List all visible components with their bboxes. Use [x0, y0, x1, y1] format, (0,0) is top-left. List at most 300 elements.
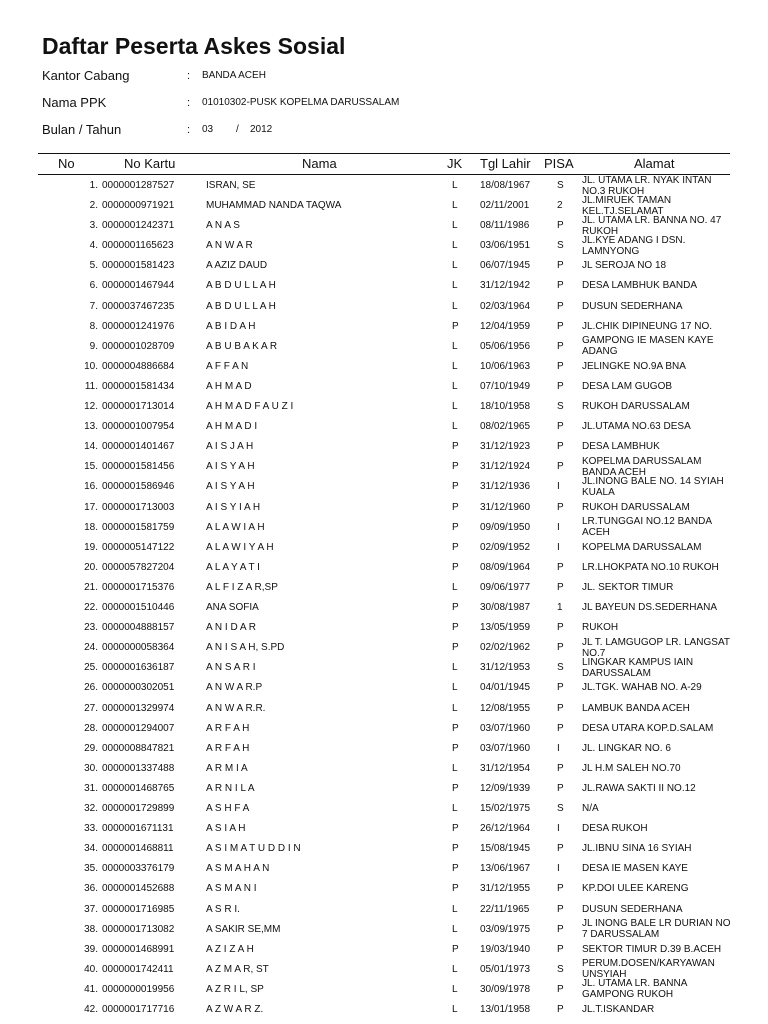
cell-jk: L: [452, 220, 458, 232]
cell-no: 10.: [84, 360, 98, 372]
cell-alamat: JL SEROJA NO 18: [582, 260, 667, 272]
cell-no: 22.: [84, 602, 98, 614]
cell-alamat: JL.T.ISKANDAR: [582, 1004, 655, 1015]
cell-alamat: GAMPONG IE MASEN KAYE ADANG: [582, 335, 714, 358]
cell-jk: L: [452, 200, 458, 212]
cell-no: 31.: [84, 782, 98, 794]
cell-pisa: P: [557, 943, 564, 955]
cell-pisa: S: [557, 963, 564, 975]
cell-jk: P: [452, 320, 459, 332]
cell-alamat: JL. UTAMA LR. BANNA GAMPONG RUKOH: [582, 978, 687, 1001]
meta-value: 01010302-PUSK KOPELMA DARUSSALAM: [202, 97, 400, 108]
cell-no: 23.: [84, 622, 98, 634]
cell-jk: L: [452, 401, 458, 413]
cell-jk: L: [452, 180, 458, 191]
cell-pisa: P: [557, 983, 564, 995]
cell-kartu: 0000003376179: [102, 863, 175, 875]
cell-kartu: 0000001287527: [102, 180, 175, 191]
cell-no: 24.: [84, 642, 98, 654]
cell-alamat: DESA UTARA KOP.D.SALAM: [582, 722, 714, 734]
cell-nama: A B D U L L A H: [206, 300, 276, 312]
cell-jk: P: [452, 943, 459, 955]
cell-nama: A H M A D I: [206, 421, 258, 433]
cell-tgl: 15/02/1975: [480, 803, 531, 815]
cell-no: 39.: [84, 943, 98, 955]
cell-kartu: 0000001468811: [102, 843, 174, 855]
cell-tgl: 15/08/1945: [480, 843, 531, 855]
cell-nama: A S M A N I: [206, 883, 257, 895]
cell-kartu: 0000001636187: [102, 662, 175, 674]
cell-pisa: P: [557, 762, 564, 774]
cell-pisa: I: [557, 863, 560, 875]
cell-pisa: S: [557, 240, 564, 252]
cell-tgl: 12/09/1939: [480, 782, 531, 794]
col-header-tgl: Tgl Lahir: [480, 156, 531, 171]
meta-value-tahun: 2012: [250, 124, 273, 135]
cell-pisa: P: [557, 340, 564, 352]
cell-alamat: DESA IE MASEN KAYE: [582, 863, 688, 875]
cell-kartu: 0000001717716: [102, 1004, 175, 1015]
cell-nama: A N W A R.P: [206, 682, 263, 694]
cell-alamat: JL BAYEUN DS.SEDERHANA: [582, 602, 718, 614]
cell-nama: A R N I L A: [206, 782, 255, 794]
cell-alamat: JL.UTAMA NO.63 DESA: [582, 421, 691, 433]
cell-no: 40.: [84, 963, 98, 975]
cell-jk: P: [452, 742, 459, 754]
cell-jk: P: [452, 863, 459, 875]
cell-jk: L: [452, 903, 458, 915]
cell-kartu: 0000001581456: [102, 461, 175, 473]
meta-value: BANDA ACEH: [202, 70, 266, 81]
cell-kartu: 0000001742411: [102, 963, 174, 975]
cell-no: 11.: [84, 380, 98, 392]
cell-pisa: S: [557, 662, 564, 674]
cell-jk: L: [452, 682, 458, 694]
cell-nama: A L A W I Y A H: [206, 541, 274, 553]
cell-tgl: 18/10/1958: [480, 401, 531, 413]
cell-nama: A H M A D F A U Z I: [206, 401, 294, 413]
cell-no: 3.: [89, 220, 98, 232]
cell-tgl: 08/09/1964: [480, 561, 531, 573]
cell-jk: L: [452, 360, 458, 372]
cell-no: 18.: [84, 521, 98, 533]
cell-nama: MUHAMMAD NANDA TAQWA: [206, 200, 342, 212]
cell-tgl: 18/08/1967: [480, 180, 531, 191]
cell-tgl: 31/12/1942: [480, 280, 531, 292]
cell-jk: L: [452, 1004, 458, 1015]
cell-jk: L: [452, 762, 458, 774]
cell-kartu: 0000001581759: [102, 521, 175, 533]
cell-no: 30.: [84, 762, 98, 774]
cell-tgl: 08/11/1986: [480, 220, 530, 232]
cell-no: 20.: [84, 561, 98, 573]
cell-alamat: JL. LINGKAR NO. 6: [582, 742, 671, 754]
cell-nama: A B D U L L A H: [206, 280, 276, 292]
cell-no: 2.: [89, 200, 98, 212]
cell-jk: L: [452, 983, 458, 995]
cell-nama: A SAKIR SE,MM: [206, 923, 281, 935]
cell-tgl: 30/09/1978: [480, 983, 531, 995]
cell-kartu: 0000000058364: [102, 642, 175, 654]
table-header: [38, 153, 730, 175]
cell-kartu: 0000001468765: [102, 782, 175, 794]
cell-pisa: I: [557, 823, 560, 835]
cell-no: 37.: [84, 903, 98, 915]
cell-tgl: 31/12/1955: [480, 883, 531, 895]
cell-tgl: 02/03/1964: [480, 300, 531, 312]
cell-kartu: 0000001401467: [102, 441, 175, 453]
cell-nama: A H M A D: [206, 380, 252, 392]
cell-tgl: 02/02/1962: [480, 642, 531, 654]
cell-no: 38.: [84, 923, 98, 935]
cell-alamat: JL. UTAMA LR. BANNA NO. 47 RUKOH: [582, 214, 722, 237]
cell-no: 1.: [89, 180, 98, 191]
cell-kartu: 0000001671131: [102, 823, 174, 835]
cell-no: 16.: [84, 481, 98, 493]
cell-kartu: 0000001329974: [102, 702, 175, 714]
cell-nama: A N I S A H, S.PD: [206, 642, 285, 654]
cell-jk: L: [452, 421, 458, 433]
cell-nama: A L A Y A T I: [206, 561, 260, 573]
cell-jk: L: [452, 702, 458, 714]
cell-no: 32.: [84, 803, 98, 815]
cell-pisa: P: [557, 843, 564, 855]
cell-alamat: JL T. LAMGUGOP LR. LANGSAT NO.7: [582, 636, 730, 659]
cell-kartu: 0000001452688: [102, 883, 175, 895]
cell-tgl: 26/12/1964: [480, 823, 531, 835]
cell-pisa: P: [557, 642, 564, 654]
cell-alamat: DESA LAM GUGOB: [582, 380, 673, 392]
cell-jk: P: [452, 843, 459, 855]
cell-pisa: P: [557, 883, 564, 895]
cell-alamat: JL.CHIK DIPINEUNG 17 NO.: [582, 320, 713, 332]
cell-kartu: 0000001241976: [102, 320, 175, 332]
cell-kartu: 0000037467235: [102, 300, 175, 312]
cell-nama: A F F A N: [206, 360, 249, 372]
cell-kartu: 0000001467944: [102, 280, 175, 292]
cell-jk: L: [452, 803, 458, 815]
cell-kartu: 0000001713014: [102, 401, 175, 413]
meta-label: Bulan / Tahun: [42, 122, 122, 137]
cell-jk: P: [452, 521, 459, 533]
cell-nama: A R M I A: [206, 762, 248, 774]
cell-no: 12.: [84, 401, 98, 413]
cell-alamat: LAMBUK BANDA ACEH: [582, 702, 690, 714]
cell-tgl: 31/12/1953: [480, 662, 531, 674]
cell-tgl: 31/12/1923: [480, 441, 531, 453]
cell-nama: A N W A R.R.: [206, 702, 266, 714]
cell-nama: A N W A R: [206, 240, 253, 252]
cell-tgl: 05/06/1956: [480, 340, 531, 352]
cell-kartu: 0000057827204: [102, 561, 175, 573]
cell-pisa: P: [557, 622, 564, 634]
cell-no: 35.: [84, 863, 98, 875]
col-header-alamat: Alamat: [634, 156, 675, 171]
cell-alamat: RUKOH DARUSSALAM: [582, 401, 690, 413]
cell-tgl: 06/07/1945: [480, 260, 531, 272]
cell-nama: A N S A R I: [206, 662, 256, 674]
cell-alamat: JELINGKE NO.9A BNA: [582, 360, 686, 372]
col-header-pisa: PISA: [544, 156, 574, 171]
cell-pisa: P: [557, 561, 564, 573]
cell-jk: P: [452, 602, 459, 614]
cell-kartu: 0000001713082: [102, 923, 175, 935]
cell-kartu: 0000001581423: [102, 260, 175, 272]
cell-kartu: 0000004888157: [102, 622, 175, 634]
cell-pisa: 2: [557, 200, 563, 212]
cell-alamat: DESA RUKOH: [582, 823, 648, 835]
cell-jk: L: [452, 662, 458, 674]
cell-kartu: 0000001028709: [102, 340, 175, 352]
cell-pisa: P: [557, 360, 564, 372]
cell-kartu: 0000001510446: [102, 602, 175, 614]
cell-pisa: I: [557, 742, 560, 754]
cell-tgl: 03/06/1951: [480, 240, 531, 252]
cell-alamat: JL.IBNU SINA 16 SYIAH: [582, 843, 692, 855]
cell-alamat: KOPELMA DARUSSALAM: [582, 541, 702, 553]
cell-jk: P: [452, 561, 459, 573]
cell-kartu: 0000001716985: [102, 903, 175, 915]
cell-no: 17.: [84, 501, 98, 513]
cell-alamat: PERUM.DOSEN/KARYAWAN UNSYIAH: [582, 958, 715, 981]
cell-pisa: S: [557, 401, 564, 413]
cell-pisa: P: [557, 682, 564, 694]
cell-pisa: P: [557, 220, 564, 232]
cell-kartu: 0000008847821: [102, 742, 175, 754]
meta-colon: :: [187, 70, 191, 82]
cell-pisa: P: [557, 782, 564, 794]
cell-no: 15.: [84, 461, 98, 473]
cell-nama: A R F A H: [206, 742, 250, 754]
cell-jk: L: [452, 280, 458, 292]
cell-tgl: 02/09/1952: [480, 541, 531, 553]
cell-jk: P: [452, 481, 459, 493]
cell-jk: P: [452, 722, 459, 734]
cell-pisa: P: [557, 702, 564, 714]
cell-tgl: 03/07/1960: [480, 742, 531, 754]
cell-alamat: JL H.M SALEH NO.70: [582, 762, 681, 774]
cell-pisa: P: [557, 461, 564, 473]
cell-jk: L: [452, 300, 458, 312]
cell-no: 28.: [84, 722, 98, 734]
cell-kartu: 0000001581434: [102, 380, 175, 392]
cell-nama: A I S J A H: [206, 441, 254, 453]
cell-jk: L: [452, 260, 458, 272]
cell-kartu: 0000000302051: [102, 682, 175, 694]
cell-jk: L: [452, 923, 458, 935]
cell-pisa: 1: [557, 602, 563, 614]
meta-label: Kantor Cabang: [42, 68, 130, 83]
cell-nama: A I S Y A H: [206, 461, 255, 473]
cell-no: 13.: [84, 421, 98, 433]
cell-alamat: DESA LAMBHUK BANDA: [582, 280, 698, 292]
cell-alamat: LR.TUNGGAI NO.12 BANDA ACEH: [582, 516, 712, 539]
cell-kartu: 0000001715376: [102, 581, 175, 593]
cell-pisa: P: [557, 1004, 564, 1015]
cell-pisa: P: [557, 260, 564, 272]
cell-kartu: 0000001165623: [102, 240, 174, 252]
cell-alamat: JL. UTAMA LR. NYAK INTAN NO.3 RUKOH: [582, 174, 712, 197]
cell-alamat: RUKOH: [582, 622, 619, 634]
cell-kartu: 0000001242371: [102, 220, 175, 232]
cell-pisa: P: [557, 581, 564, 593]
cell-pisa: P: [557, 722, 564, 734]
cell-pisa: P: [557, 421, 564, 433]
cell-kartu: 0000001713003: [102, 501, 175, 513]
cell-tgl: 10/06/1963: [480, 360, 531, 372]
cell-no: 34.: [84, 843, 98, 855]
cell-pisa: S: [557, 180, 564, 191]
cell-alamat: DUSUN SEDERHANA: [582, 903, 683, 915]
cell-pisa: P: [557, 320, 564, 332]
meta-value-bulan: 03: [202, 124, 214, 135]
cell-tgl: 05/01/1973: [480, 963, 531, 975]
cell-jk: L: [452, 963, 458, 975]
col-header-nama: Nama: [302, 156, 337, 171]
cell-tgl: 31/12/1936: [480, 481, 531, 493]
cell-kartu: 0000004886684: [102, 360, 175, 372]
cell-tgl: 07/10/1949: [480, 380, 531, 392]
cell-alamat: JL.TGK. WAHAB NO. A-29: [582, 682, 702, 694]
col-header-kartu: No Kartu: [124, 156, 176, 171]
cell-pisa: I: [557, 521, 560, 533]
cell-no: 6.: [89, 280, 98, 292]
cell-kartu: 0000001294007: [102, 722, 175, 734]
cell-no: 5.: [89, 260, 98, 272]
cell-tgl: 31/12/1954: [480, 762, 531, 774]
cell-alamat: N/A: [582, 803, 599, 815]
cell-tgl: 09/09/1950: [480, 521, 531, 533]
page-title: Daftar Peserta Askes Sosial: [42, 33, 346, 59]
cell-jk: P: [452, 501, 459, 513]
cell-jk: L: [452, 240, 458, 252]
cell-nama: A S I A H: [206, 823, 246, 835]
cell-tgl: 02/11/2001: [480, 200, 530, 212]
cell-no: 7.: [89, 300, 98, 312]
cell-nama: A S I M A T U D D I N: [206, 843, 301, 855]
cell-no: 4.: [89, 240, 98, 252]
cell-tgl: 03/07/1960: [480, 722, 531, 734]
cell-kartu: 0000001729899: [102, 803, 175, 815]
cell-jk: P: [452, 441, 459, 453]
cell-alamat: DUSUN SEDERHANA: [582, 300, 683, 312]
cell-alamat: KP.DOI ULEE KARENG: [582, 883, 689, 895]
cell-pisa: P: [557, 300, 564, 312]
cell-alamat: JL.MIRUEK TAMAN KEL.TJ.SELAMAT: [582, 194, 672, 217]
cell-jk: P: [452, 541, 459, 553]
cell-tgl: 31/12/1924: [480, 461, 531, 473]
cell-alamat: JL.RAWA SAKTI II NO.12: [582, 782, 696, 794]
cell-alamat: SEKTOR TIMUR D.39 B.ACEH: [582, 943, 722, 955]
cell-tgl: 13/06/1967: [480, 863, 531, 875]
cell-no: 36.: [84, 883, 98, 895]
cell-alamat: JL INONG BALE LR DURIAN NO 7 DARUSSALAM: [582, 918, 731, 941]
cell-tgl: 04/01/1945: [480, 682, 531, 694]
cell-alamat: JL. SEKTOR TIMUR: [582, 581, 674, 593]
cell-nama: A N A S: [206, 220, 240, 232]
cell-pisa: P: [557, 380, 564, 392]
cell-tgl: 13/01/1958: [480, 1004, 531, 1015]
cell-jk: L: [452, 380, 458, 392]
cell-no: 8.: [89, 320, 98, 332]
cell-pisa: I: [557, 541, 560, 553]
cell-no: 42.: [84, 1004, 98, 1015]
cell-nama: A AZIZ DAUD: [206, 260, 268, 272]
cell-kartu: 0000001586946: [102, 481, 175, 493]
cell-nama: A S R I.: [206, 903, 240, 915]
cell-tgl: 12/08/1955: [480, 702, 531, 714]
cell-pisa: P: [557, 923, 564, 935]
meta-slash: /: [236, 124, 239, 135]
col-header-jk: JK: [447, 156, 463, 171]
col-header-no: No: [58, 156, 75, 171]
cell-jk: L: [452, 340, 458, 352]
cell-tgl: 08/02/1965: [480, 421, 531, 433]
cell-jk: P: [452, 642, 459, 654]
cell-nama: A B U B A K A R: [206, 340, 278, 352]
meta-colon: :: [187, 124, 191, 136]
cell-pisa: P: [557, 441, 564, 453]
cell-pisa: P: [557, 903, 564, 915]
cell-alamat: LR.LHOKPATA NO.10 RUKOH: [582, 561, 719, 573]
cell-kartu: 0000000971921: [102, 200, 175, 212]
cell-kartu: 0000001007954: [102, 421, 175, 433]
cell-alamat: JL.INONG BALE NO. 14 SYIAH KUALA: [582, 475, 724, 498]
cell-kartu: 0000001468991: [102, 943, 175, 955]
cell-pisa: P: [557, 501, 564, 513]
cell-nama: A R F A H: [206, 722, 250, 734]
cell-tgl: 09/06/1977: [480, 581, 531, 593]
cell-jk: P: [452, 883, 459, 895]
cell-nama: A Z I Z A H: [206, 943, 254, 955]
cell-nama: A Z W A R Z.: [206, 1004, 264, 1015]
cell-no: 21.: [84, 581, 98, 593]
cell-nama: A Z R I L, SP: [206, 983, 264, 995]
cell-alamat: KOPELMA DARUSSALAM BANDA ACEH: [582, 455, 702, 478]
cell-no: 25.: [84, 662, 98, 674]
cell-nama: A S M A H A N: [206, 863, 270, 875]
meta-label: Nama PPK: [42, 95, 107, 110]
cell-kartu: 0000000019956: [102, 983, 175, 995]
cell-jk: L: [452, 581, 458, 593]
cell-tgl: 19/03/1940: [480, 943, 531, 955]
cell-jk: P: [452, 782, 459, 794]
cell-tgl: 03/09/1975: [480, 923, 531, 935]
cell-nama: ANA SOFIA: [206, 602, 259, 614]
cell-tgl: 12/04/1959: [480, 320, 531, 332]
cell-nama: A L A W I A H: [206, 521, 265, 533]
cell-kartu: 0000005147122: [102, 541, 175, 553]
cell-nama: A B I D A H: [206, 320, 256, 332]
cell-jk: P: [452, 823, 459, 835]
cell-nama: A N I D A R: [206, 622, 257, 634]
cell-no: 41.: [84, 983, 98, 995]
cell-nama: A Z M A R, ST: [206, 963, 269, 975]
cell-tgl: 22/11/1965: [480, 903, 530, 915]
cell-jk: P: [452, 622, 459, 634]
cell-pisa: S: [557, 803, 564, 815]
cell-tgl: 31/12/1960: [480, 501, 531, 513]
meta-colon: :: [187, 97, 191, 109]
cell-alamat: JL.KYE ADANG I DSN. LAMNYONG: [582, 234, 686, 257]
cell-jk: P: [452, 461, 459, 473]
cell-alamat: RUKOH DARUSSALAM: [582, 501, 690, 513]
cell-no: 29.: [84, 742, 98, 754]
cell-pisa: P: [557, 280, 564, 292]
cell-tgl: 30/08/1987: [480, 602, 531, 614]
cell-nama: A L F I Z A R,SP: [206, 581, 278, 593]
cell-pisa: I: [557, 481, 560, 493]
